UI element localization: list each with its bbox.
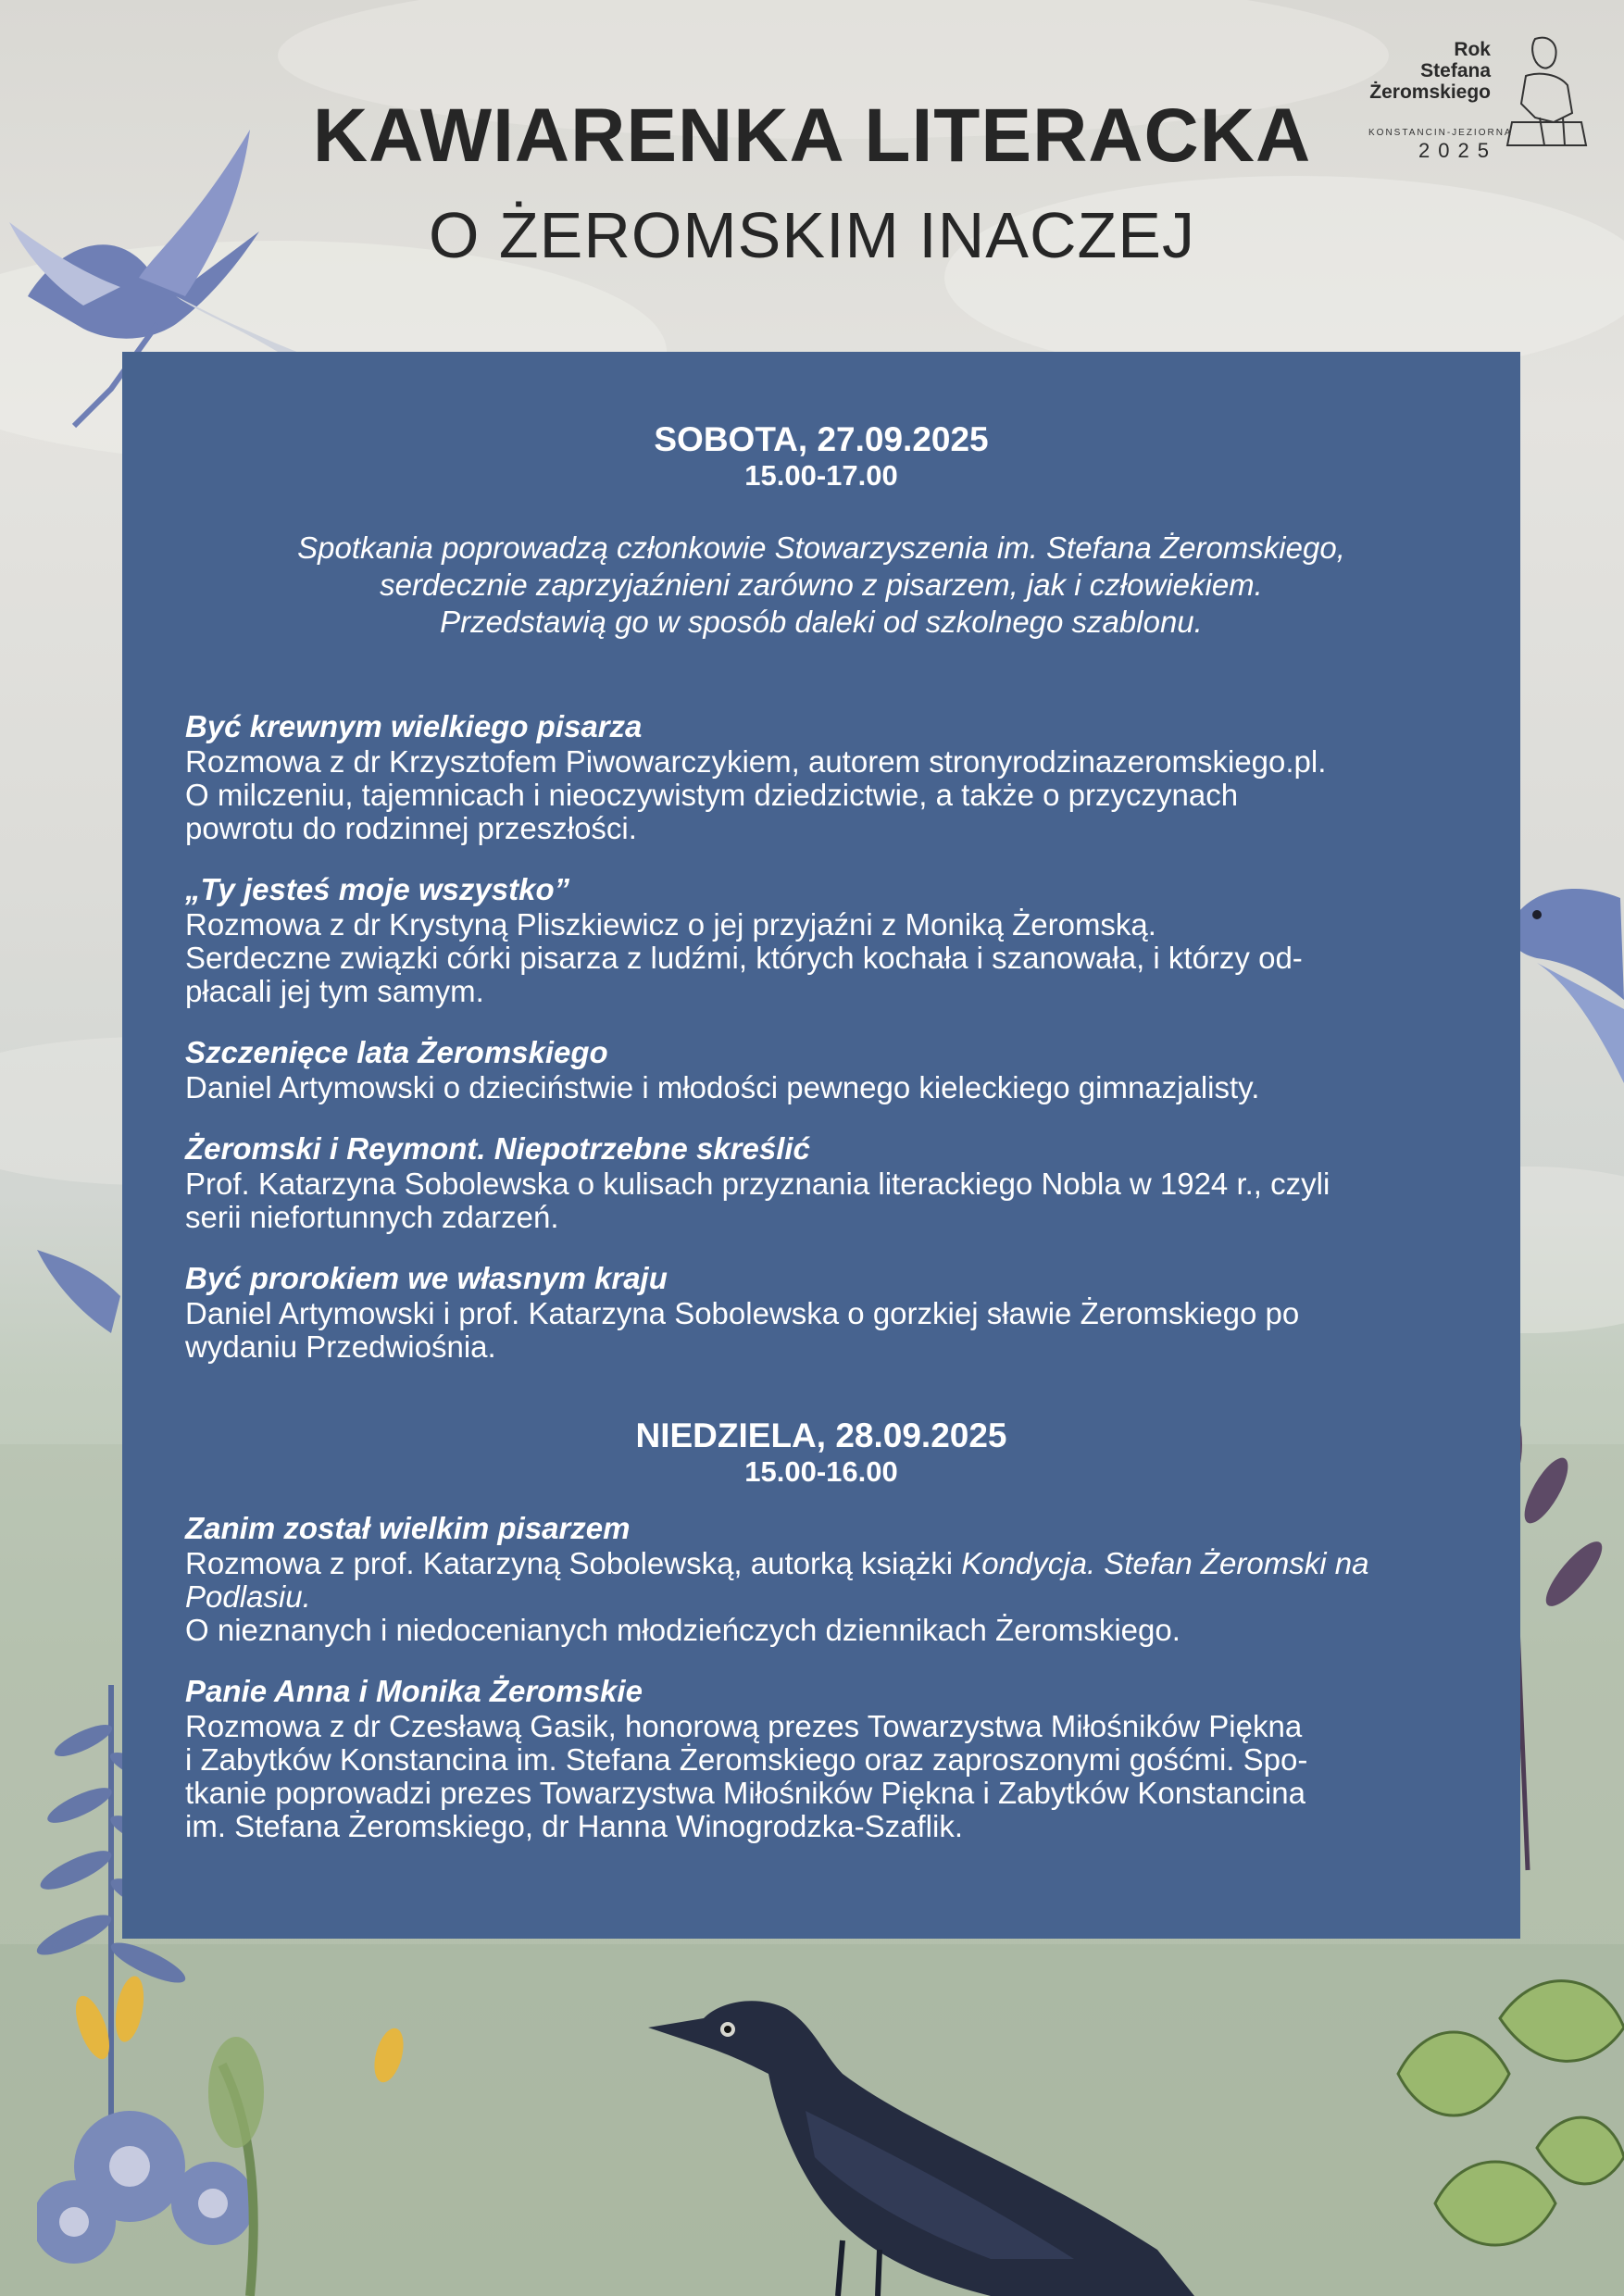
saturday-date: SOBOTA, 27.09.2025 <box>654 420 989 458</box>
logo-line: Rok <box>1454 39 1491 60</box>
logo-place: KONSTANCIN-JEZIORNA <box>1368 128 1513 138</box>
program-panel <box>122 352 1520 1939</box>
sunday-date: NIEDZIELA, 28.09.2025 <box>635 1416 1007 1454</box>
poster-subtitle: O ŻEROMSKIM INACZEJ <box>429 199 1195 271</box>
event-description: serii niefortunnych zdarzeń. <box>185 1200 559 1234</box>
event-description: powrotu do rodzinnej przeszłości. <box>185 811 637 845</box>
intro-line: Spotkania poprowadzą członkowie Stowarzyszenia im. Stefana Żeromskiego, <box>297 530 1345 565</box>
event-description: Daniel Artymowski i prof. Katarzyna Sobolewska o gorzkiej sławie Żeromskiego po <box>185 1296 1300 1330</box>
event-description <box>185 1546 1368 1581</box>
event-description: tkanie poprowadzi prezes Towarzystwa Miłośników Piękna i Zabytków Konstancina <box>185 1776 1305 1810</box>
sunday-time: 15.00-16.00 <box>744 1455 898 1488</box>
event-description: im. Stefana Żeromskiego, dr Hanna Winogrodzka-Szaflik. <box>185 1809 964 1843</box>
crow-icon <box>639 1981 1194 2296</box>
event-title: Żeromski i Reymont. Niepotrzebne skreślić <box>185 1131 810 1166</box>
event-description: Daniel Artymowski o dzieciństwie i młodości pewnego kieleckiego gimnazjalisty. <box>185 1070 1260 1104</box>
event-description: wydaniu Przedwiośnia. <box>185 1329 496 1364</box>
event-description: i Zabytków Konstancina im. Stefana Żeromskiego oraz zaproszonymi gośćmi. Spo- <box>185 1742 1308 1777</box>
event-description: Rozmowa z dr Krzysztofem Piwowarczykiem, autorem stronyrodzinazeromskiego.pl. <box>185 744 1327 779</box>
logo-line: Stefana <box>1420 60 1491 81</box>
event-description: O nieznanych i niedocenianych młodzieńczych dziennikach Żeromskiego. <box>185 1613 1181 1647</box>
event-title: Szczenięce lata Żeromskiego <box>185 1035 608 1069</box>
event-title: Panie Anna i Monika Żeromskie <box>185 1674 643 1708</box>
event-description-text: Rozmowa z prof. Katarzyną Sobolewską, autorką książki <box>185 1546 962 1580</box>
event-description: Rozmowa z dr Czesławą Gasik, honorową prezes Towarzystwa Miłośników Piękna <box>185 1709 1303 1743</box>
intro-line: Przedstawią go w sposób daleki od szkolnego szablonu. <box>440 605 1203 639</box>
saturday-time: 15.00-17.00 <box>744 459 898 492</box>
event-description: Rozmowa z dr Krystyną Pliszkiewicz o jej przyjaźni z Moniką Żeromską. <box>185 907 1156 942</box>
logo-line: Żeromskiego <box>1369 81 1491 103</box>
poster-title: KAWIARENKA LITERACKA <box>312 94 1312 178</box>
event-title: Być krewnym wielkiego pisarza <box>185 709 643 743</box>
bird-icon <box>28 1231 130 1352</box>
intro-line: serdecznie zaprzyjaźnieni zarówno z pisarzem, jak i człowiekiem. <box>380 568 1263 602</box>
event-title: „Ty jesteś moje wszystko” <box>185 872 570 906</box>
event-description: O milczeniu, tajemnicach i nieoczywistym dziedzictwie, a także o przyczynach <box>185 778 1239 812</box>
logo-year: 2025 <box>1418 139 1497 162</box>
event-title: Zanim został wielkim pisarzem <box>185 1511 631 1545</box>
event-title: Być prorokiem we własnym kraju <box>185 1261 668 1295</box>
event-description: Prof. Katarzyna Sobolewska o kulisach przyznania literackiego Nobla w 1924 r., czyli <box>185 1167 1330 1201</box>
book-title: Podlasiu. <box>185 1579 311 1614</box>
event-description: płacali jej tym samym. <box>185 974 484 1008</box>
event-description: Serdeczne związki córki pisarza z ludźmi, których kochała i szanowała, i którzy od- <box>185 941 1303 975</box>
flowers-icon <box>37 1972 426 2296</box>
book-title: Kondycja. Stefan Żeromski na <box>961 1546 1369 1580</box>
